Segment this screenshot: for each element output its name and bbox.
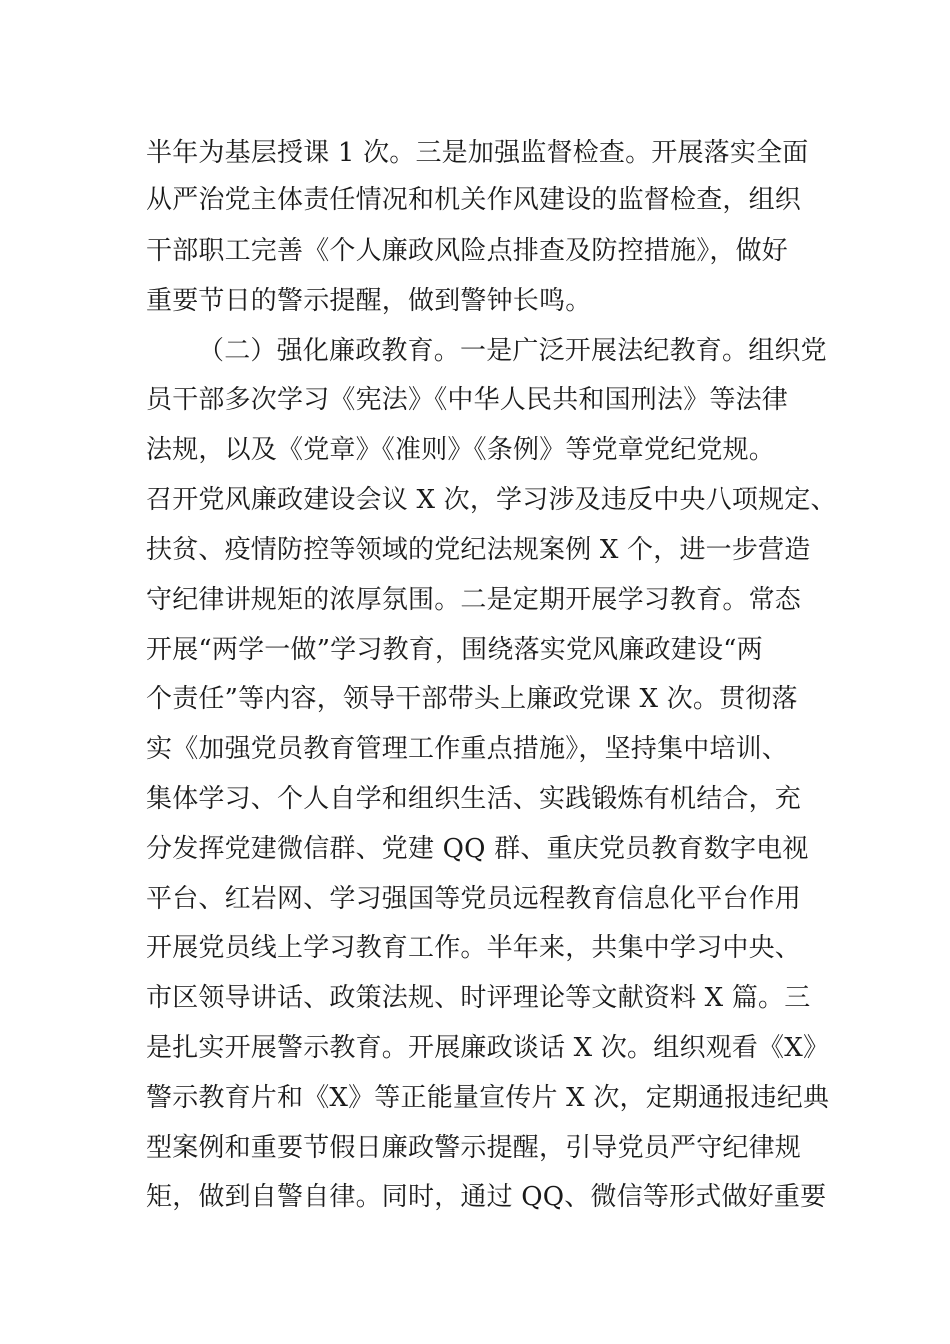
text-line: 集体学习、个人自学和组织生活、实践锻炼有机结合，充: [146, 784, 802, 814]
text-line: 员干部多次学习《宪法》《中华人民共和国刑法》等法律: [146, 385, 789, 415]
text-line: 平台、红岩网、学习强国等党员远程教育信息化平台作用: [146, 884, 802, 914]
text-line: 召开党风廉政建设会议 X 次，学习涉及违反中央八项规定、: [146, 485, 837, 515]
text-line: 法规，以及《党章》《准则》《条例》等党章党纪党规。: [146, 435, 776, 465]
text-line: 型案例和重要节假日廉政警示提醒，引导党员严守纪律规: [146, 1133, 802, 1163]
text-line: 从严治党主体责任情况和机关作风建设的监督检查，组织: [146, 185, 802, 215]
text-line: 扶贫、疫情防控等领域的党纪法规案例 X 个，进一步营造: [146, 535, 811, 565]
text-line: 警示教育片和《X》等正能量宣传片 X 次，定期通报违纪典: [146, 1083, 830, 1113]
text-line: 半年为基层授课 1 次。三是加强监督检查。开展落实全面: [146, 138, 809, 168]
text-line: 矩，做到自警自律。同时，通过 QQ、微信等形式做好重要: [146, 1182, 827, 1212]
text-line: 重要节日的警示提醒，做到警钟长鸣。: [146, 286, 592, 316]
text-line: 市区领导讲话、政策法规、时评理论等文献资料 X 篇。三: [146, 983, 811, 1013]
text-line: 是扎实开展警示教育。开展廉政谈话 X 次。组织观看《X》: [146, 1033, 830, 1063]
text-line: 开展“两学一做”学习教育，围绕落实党风廉政建设“两: [146, 635, 763, 665]
text-line: 个责任”等内容，领导干部带头上廉政党课 X 次。贯彻落: [146, 684, 798, 714]
text-line: 实《加强党员教育管理工作重点措施》，坚持集中培训、: [146, 734, 789, 764]
text-line: 守纪律讲规矩的浓厚氛围。二是定期开展学习教育。常态: [146, 585, 802, 615]
section-heading-line: （二）强化廉政教育。一是广泛开展法纪教育。组织党: [198, 336, 827, 366]
text-line: 干部职工完善《个人廉政风险点排查及防控措施》，做好: [146, 236, 789, 266]
text-line: 开展党员线上学习教育工作。半年来，共集中学习中央、: [146, 933, 802, 963]
text-line: 分发挥党建微信群、党建 QQ 群、重庆党员教育数字电视: [146, 834, 809, 864]
